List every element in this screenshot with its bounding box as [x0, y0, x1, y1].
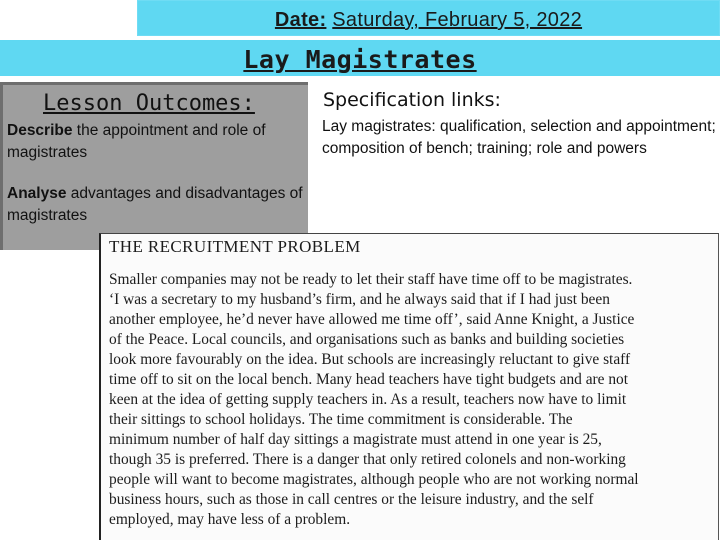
date-banner [137, 0, 720, 36]
date-value: Saturday, February 5, 2022 [332, 9, 583, 31]
scanned-document [99, 233, 719, 540]
document-line: their sittings to school holidays. The time commitment is considerable. The [109, 411, 573, 428]
title-banner [0, 38, 720, 78]
document-line: keen at the idea of getting supply teachers in. As a result, teachers now have to limit [109, 391, 627, 408]
outcome-text: advantages and disadvantages of magistrates [7, 185, 303, 224]
document-line: business hours, such as those in call centres or the leisure industry, and the self [109, 491, 594, 508]
outcome-item [7, 183, 303, 227]
page-title: Lay Magistrates [243, 45, 477, 74]
outcome-verb: Analyse [7, 185, 67, 202]
document-line: Smaller companies may not be ready to let their staff have time off to be magistrates. [109, 271, 633, 288]
specification-links-panel [318, 84, 718, 184]
document-line: time off to sit on the local bench. Many head teachers have tight budgets and are not [109, 371, 628, 388]
document-line: look more favourably on the idea. But schools are increasingly reluctant to give staff [109, 351, 631, 368]
outcome-text: the appointment and role of magistrates [7, 122, 266, 161]
document-line: though 35 is preferred. There is a danger that only retired colonels and non-working [109, 451, 626, 468]
document-line: employed, may have less of a problem. [109, 511, 351, 528]
lesson-outcomes-heading: Lesson Outcomes: [43, 91, 255, 116]
document-heading: THE RECRUITMENT PROBLEM [109, 237, 361, 256]
document-body [109, 270, 715, 530]
date-label: Date: [274, 9, 327, 31]
document-line: people will want to become magistrates, although people who are not working normal [109, 471, 639, 488]
document-line: another employee, he’d never have allowed me time off’, said Anne Knight, a Justice [109, 311, 635, 328]
document-line: ‘I was a secretary to my husband’s firm, and he always said that if I had just been [109, 291, 610, 308]
document-line: of the Peace. Local councils, and organisations such as banks and building societies [109, 331, 625, 348]
specification-heading: Specification links: [323, 89, 501, 111]
lesson-outcomes-panel [0, 82, 308, 250]
specification-text: Lay magistrates: qualification, selection and appointment; composition of bench; training; role and powers [322, 118, 716, 157]
outcome-item [7, 120, 303, 164]
document-line: minimum number of half day sittings a magistrate must attend in one year is 25, [109, 431, 602, 448]
outcome-verb: Describe [7, 122, 73, 139]
